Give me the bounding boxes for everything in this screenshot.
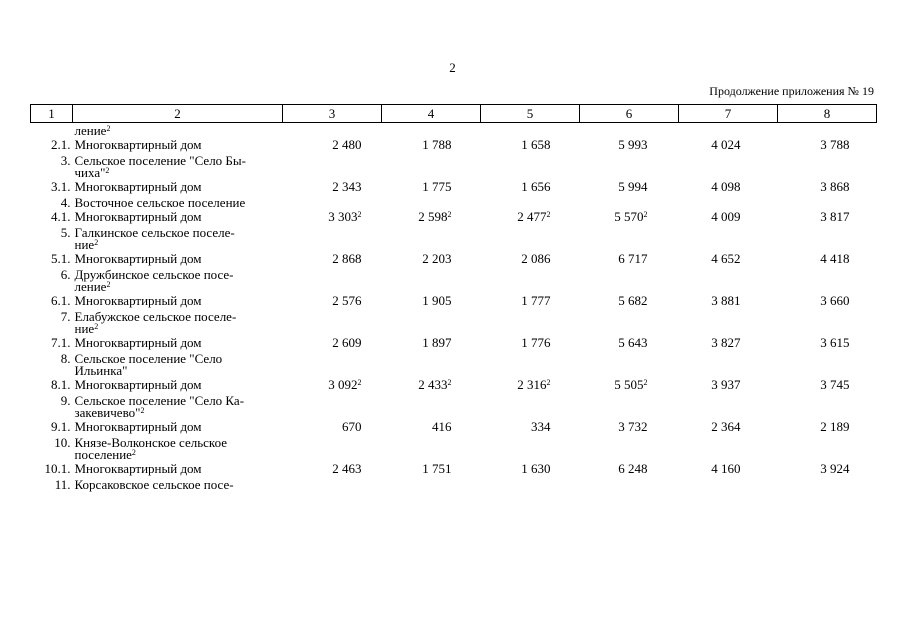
row-number: 4.1.: [51, 209, 71, 224]
value-text: 5 993: [618, 137, 648, 152]
row-value-col-5: [481, 335, 580, 351]
row-value-col-4: [382, 137, 481, 153]
row-number: 6.1.: [51, 293, 71, 308]
footnote-mark: 2: [140, 406, 145, 415]
header-col-7: 7: [679, 105, 778, 123]
value-text: 2 433: [418, 377, 448, 392]
row-number: 9.: [60, 393, 71, 408]
value-text: 1 777: [521, 293, 551, 308]
row-name: Многоквартирный дом: [74, 209, 202, 224]
value-text: 4 160: [711, 461, 741, 476]
footnote-mark: 2: [447, 210, 452, 219]
table-body: [31, 123, 877, 492]
row-value-col-4: [382, 179, 481, 195]
value-text: 2 477: [517, 209, 547, 224]
value-text: 3 827: [711, 335, 741, 350]
value-text: 5 994: [618, 179, 648, 194]
value-text: 4 652: [711, 251, 741, 266]
value-text: 3 745: [820, 377, 850, 392]
row-value-col-8: [778, 209, 877, 225]
row-number: 7.: [60, 309, 71, 324]
row-value-col-8: [778, 137, 877, 153]
settlement-name: [73, 153, 283, 179]
value-text: 3 303: [328, 209, 358, 224]
value-text: 4 009: [711, 209, 741, 224]
settlement-name-line: Ильинка": [74, 363, 128, 378]
row-value-col-7: [679, 179, 778, 195]
settlement-name: [73, 309, 283, 335]
footnote-mark: 2: [105, 166, 110, 175]
row-name: Многоквартирный дом: [74, 377, 202, 392]
settlement-row: [31, 477, 877, 491]
settlement-name-line: Дружбинское сельское посе-: [74, 267, 234, 282]
row-value-col-7: [679, 461, 778, 477]
footnote-mark: 2: [546, 210, 551, 219]
value-text: 670: [342, 419, 362, 434]
row-value-col-7: [679, 251, 778, 267]
value-text: 2 364: [711, 419, 741, 434]
value-text: 3 937: [711, 377, 741, 392]
header-col-3: 3: [283, 105, 382, 123]
appendix-note: Продолжение приложения № 19: [709, 84, 874, 98]
row-value-col-4: [382, 335, 481, 351]
header-col-5: 5: [481, 105, 580, 123]
value-text: 4 418: [820, 251, 850, 266]
header-col-6: 6: [580, 105, 679, 123]
table-row: [31, 251, 877, 267]
footnote-mark: 2: [131, 448, 136, 457]
row-name: Многоквартирный дом: [74, 419, 202, 434]
row-value-col-5: [481, 293, 580, 309]
value-text: 2 598: [418, 209, 448, 224]
settlement-name: [73, 351, 283, 377]
row-value-col-8: [778, 293, 877, 309]
value-text: 2 463: [332, 461, 362, 476]
value-text: 3 092: [328, 377, 358, 392]
footnote-mark: 2: [106, 124, 111, 133]
table-row: [31, 179, 877, 195]
value-text: 2 316: [517, 377, 547, 392]
settlement-name: [73, 267, 283, 293]
row-value-col-3: [283, 137, 382, 153]
settlement-name-line: Корсаковское сельское посе-: [74, 477, 234, 492]
header-col-1: 1: [31, 105, 73, 123]
row-value-col-4: [382, 461, 481, 477]
row-value-col-7: [679, 137, 778, 153]
row-number: 4.: [60, 195, 71, 210]
footnote-mark: 2: [357, 210, 362, 219]
row-name: Многоквартирный дом: [74, 179, 202, 194]
row-value-col-6: [580, 179, 679, 195]
row-value-col-5: [481, 377, 580, 393]
footnote-mark: 2: [546, 378, 551, 387]
settlement-name-line: ние: [74, 237, 95, 252]
settlement-name: [73, 477, 283, 491]
settlement-row: [31, 153, 877, 179]
row-number: 10.: [54, 435, 71, 450]
footnote-mark: 2: [447, 378, 452, 387]
settlement-row: [31, 195, 877, 209]
value-text: 4 024: [711, 137, 741, 152]
row-number: 2.1.: [51, 137, 71, 152]
table-row: [31, 293, 877, 309]
row-value-col-8: [778, 377, 877, 393]
settlement-name: [73, 435, 283, 461]
value-text: 1 905: [422, 293, 452, 308]
row-value-col-5: [481, 461, 580, 477]
row-name: Многоквартирный дом: [74, 137, 202, 152]
settlement-name-line: ние: [74, 321, 95, 336]
row-value-col-3: [283, 293, 382, 309]
row-number: 10.1.: [44, 461, 71, 476]
row-value-col-8: [778, 419, 877, 435]
row-name: Многоквартирный дом: [74, 251, 202, 266]
row-value-col-5: [481, 251, 580, 267]
tariff-table: [30, 104, 877, 491]
value-text: 2 086: [521, 251, 551, 266]
footnote-mark: 2: [357, 378, 362, 387]
row-value-col-3: [283, 209, 382, 225]
value-text: 5 570: [614, 209, 644, 224]
row-value-col-4: [382, 209, 481, 225]
row-value-col-3: [283, 461, 382, 477]
row-number: 6.: [60, 267, 71, 282]
row-number: 7.1.: [51, 335, 71, 350]
value-text: 2 868: [332, 251, 362, 266]
table-header-row: [31, 105, 877, 123]
row-value-col-8: [778, 335, 877, 351]
header-col-4: 4: [382, 105, 481, 123]
footnote-mark: 2: [94, 238, 99, 247]
row-value-col-4: [382, 293, 481, 309]
settlement-row: [31, 435, 877, 461]
row-value-col-7: [679, 419, 778, 435]
continuation-text: ление: [74, 123, 107, 138]
row-value-col-6: [580, 137, 679, 153]
value-text: 2 480: [332, 137, 362, 152]
continuation-name: [73, 123, 283, 138]
value-text: 2 203: [422, 251, 452, 266]
row-number: 5.1.: [51, 251, 71, 266]
settlement-name-line: Сельское поселение "Село Ка-: [74, 393, 245, 408]
row-value-col-6: [580, 419, 679, 435]
value-text: 1 775: [422, 179, 452, 194]
row-value-col-3: [283, 335, 382, 351]
footnote-mark: 2: [643, 378, 648, 387]
value-text: 3 817: [820, 209, 850, 224]
row-value-col-8: [778, 251, 877, 267]
footnote-mark: 2: [643, 210, 648, 219]
settlement-row: [31, 393, 877, 419]
settlement-name-line: Сельское поселение "Село: [74, 351, 223, 366]
row-value-col-3: [283, 251, 382, 267]
table-row: [31, 209, 877, 225]
value-text: 3 732: [618, 419, 648, 434]
table-row: [31, 461, 877, 477]
footnote-mark: 2: [94, 322, 99, 331]
row-value-col-5: [481, 137, 580, 153]
settlement-row: [31, 267, 877, 293]
settlement-name-line: поселение: [74, 447, 132, 462]
row-value-col-3: [283, 419, 382, 435]
row-value-col-7: [679, 377, 778, 393]
value-text: 5 682: [618, 293, 648, 308]
row-value-col-4: [382, 251, 481, 267]
table-row: [31, 335, 877, 351]
row-value-col-5: [481, 419, 580, 435]
row-number: 3.1.: [51, 179, 71, 194]
value-text: 1 630: [521, 461, 551, 476]
value-text: 1 776: [521, 335, 551, 350]
row-number: 3.: [60, 153, 71, 168]
settlement-name-line: чиха": [74, 165, 106, 180]
table-row: [31, 137, 877, 153]
value-text: 2 343: [332, 179, 362, 194]
row-value-col-4: [382, 419, 481, 435]
settlement-name-line: закевичево": [74, 405, 141, 420]
settlement-name-line: Восточное сельское поселение: [74, 195, 246, 210]
footnote-mark: 2: [106, 280, 111, 289]
settlement-row: [31, 351, 877, 377]
page-number: 2: [449, 60, 456, 75]
value-text: 2 576: [332, 293, 362, 308]
value-text: 5 643: [618, 335, 648, 350]
settlement-name: [73, 393, 283, 419]
row-number: 11.: [54, 477, 71, 492]
value-text: 6 717: [618, 251, 648, 266]
settlement-name-line: Галкинское сельское поселе-: [74, 225, 235, 240]
row-number: 9.1.: [51, 419, 71, 434]
settlement-name-line: Сельское поселение "Село Бы-: [74, 153, 246, 168]
settlement-name: [73, 225, 283, 251]
header-col-2: 2: [73, 105, 283, 123]
value-text: 1 788: [422, 137, 452, 152]
row-value-col-3: [283, 179, 382, 195]
value-text: 1 897: [422, 335, 452, 350]
settlement-name-line: ление: [74, 279, 107, 294]
row-number: 8.1.: [51, 377, 71, 392]
row-value-col-7: [679, 209, 778, 225]
value-text: 2 189: [820, 419, 850, 434]
settlement-row: [31, 309, 877, 335]
settlement-name-line: Князе-Волконское сельское: [74, 435, 228, 450]
continuation-row: [31, 123, 877, 138]
table-row: [31, 419, 877, 435]
row-name: Многоквартирный дом: [74, 335, 202, 350]
settlement-name: [73, 195, 283, 209]
row-value-col-6: [580, 461, 679, 477]
value-text: 3 924: [820, 461, 850, 476]
value-text: 3 788: [820, 137, 850, 152]
row-value-col-6: [580, 377, 679, 393]
value-text: 3 881: [711, 293, 741, 308]
row-value-col-4: [382, 377, 481, 393]
row-value-col-6: [580, 335, 679, 351]
value-text: 3 868: [820, 179, 850, 194]
value-text: 334: [531, 419, 551, 434]
value-text: 1 656: [521, 179, 551, 194]
settlement-row: [31, 225, 877, 251]
header-col-8: 8: [778, 105, 877, 123]
value-text: 1 658: [521, 137, 551, 152]
settlement-name-line: Елабужское сельское поселе-: [74, 309, 237, 324]
value-text: 1 751: [422, 461, 452, 476]
row-value-col-7: [679, 335, 778, 351]
value-text: 5 505: [614, 377, 644, 392]
value-text: 6 248: [618, 461, 648, 476]
value-text: 4 098: [711, 179, 741, 194]
value-text: 416: [432, 419, 452, 434]
value-text: 2 609: [332, 335, 362, 350]
row-number: 8.: [60, 351, 71, 366]
row-value-col-6: [580, 293, 679, 309]
value-text: 3 660: [820, 293, 850, 308]
row-value-col-6: [580, 251, 679, 267]
row-value-col-5: [481, 179, 580, 195]
row-value-col-7: [679, 293, 778, 309]
row-value-col-8: [778, 461, 877, 477]
row-value-col-5: [481, 209, 580, 225]
row-number: 5.: [60, 225, 71, 240]
row-name: Многоквартирный дом: [74, 293, 202, 308]
value-text: 3 615: [820, 335, 850, 350]
row-name: Многоквартирный дом: [74, 461, 202, 476]
row-value-col-6: [580, 209, 679, 225]
row-value-col-8: [778, 179, 877, 195]
table-row: [31, 377, 877, 393]
row-value-col-3: [283, 377, 382, 393]
